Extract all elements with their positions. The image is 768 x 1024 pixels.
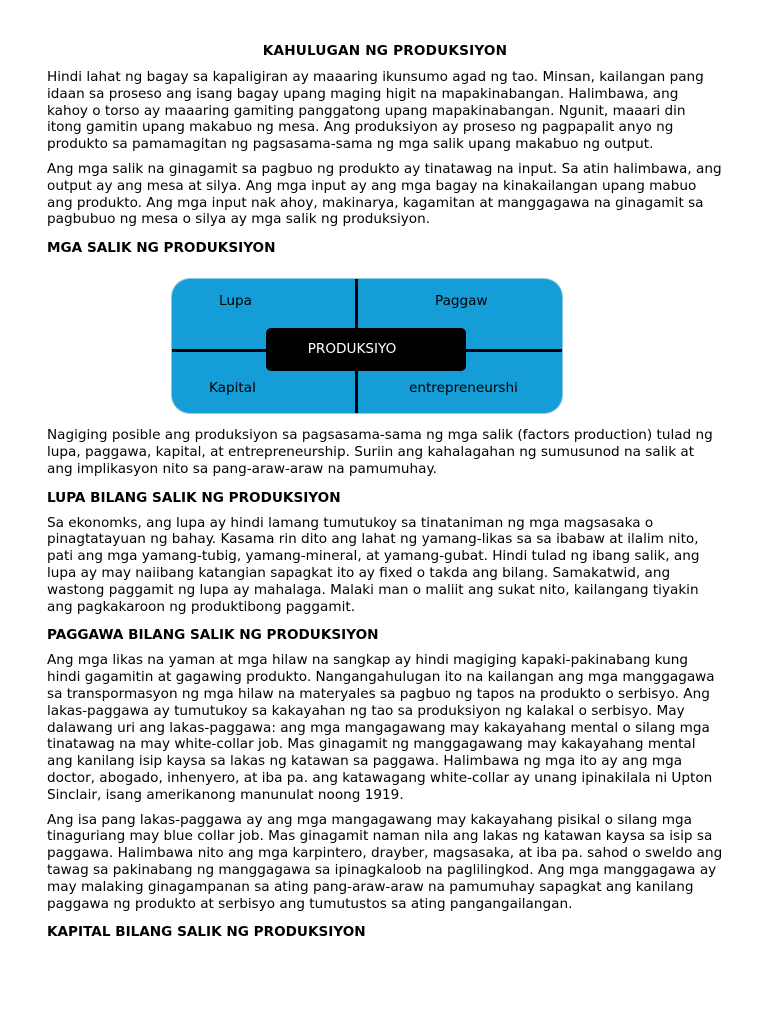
salik-heading: MGA SALIK NG PRODUKSIYON (47, 240, 276, 257)
document-title: KAHULUGAN NG PRODUKSIYON (262, 43, 508, 59)
diagram-label-lupa: Lupa (219, 293, 252, 310)
diagram-label-entrepreneurship: entrepreneurshi (409, 380, 518, 397)
paggawa-paragraph-1: Ang mga likas na yaman at mga hilaw na sangkap ay hindi magiging kapaki-pakinabang kung hindi gagamitin at gagawing produkto. Nangangahulugan ito na kailangan ang mga manggagawa sa transpormasyon ng mga hilaw na materyales sa pagbuo ng tapos na produkto o serbisyo. Ang lakas-paggawa ay tumutukoy sa kakayahan ng tao sa produksiyon ng kalakal o serbisyo. May dalawang uri ang lakas-paggawa: ang mga mangagawang may kakayahang mental o silang mga tinatawag na may white-collar job. Mas ginagamit ng manggagawang may kakayahang mental ang kanilang isip kaysa sa lakas ng katawan sa paggawa. Halimbawa ng mga ito ay ang mga doctor, abogado, inhenyero, at iba pa. ang katawagang white-collar ay unang ipinakilala ni Upton Sinclair, isang amerikanong manunulat noong 1919. (47, 652, 715, 803)
factors-diagram (172, 279, 562, 413)
after-diagram-paragraph: Nagiging posible ang produksiyon sa pagsasama-sama ng mga salik (factors production) tulad ng lupa, paggawa, kapital, at entrepreneurship. Suriin ang kahalagahan ng sumusunod na salik at ang implikasyon nito sa pang-araw-araw na pamumuhay. (47, 427, 713, 477)
lupa-paragraph: Sa ekonomks, ang lupa ay hindi lamang tumutukoy sa tinataniman ng mga magsasaka o pinagtatayuan ng bahay. Kasama rin dito ang lahat ng yamang-likas sa sa ibabaw at ilalim nito, pati ang mga yamang-tubig, yamang-mineral, at yamang-gubat. Hindi tulad ng ibang salik, ang lupa ay may naiibang katangian sapagkat ito ay fixed o takda ang bilang. Samakatwid, ang wastong paggamit ng lupa ay mahalaga. Malaki man o maliit ang sukat nito, kailangang tiyakin ang pagkakaroon ng produktibong paggamit. (47, 514, 700, 615)
paggawa-heading: PAGGAWA BILANG SALIK NG PRODUKSIYON (47, 627, 379, 644)
lupa-heading: LUPA BILANG SALIK NG PRODUKSIYON (47, 489, 341, 506)
diagram-label-paggawa: Paggaw (435, 293, 488, 310)
document-page (47, 42, 723, 941)
kapital-heading: KAPITAL BILANG SALIK NG PRODUKSIYON (47, 924, 366, 941)
paggawa-paragraph-2: Ang isa pang lakas-paggawa ay ang mga mangagawang may kakayahang pisikal o silang mga tinaguriang may blue collar job. Mas ginagamit naman nila ang lakas ng katawan kaysa sa isip sa paggawa. Halimbawa nito ang mga karpintero, drayber, magsasaka, at iba pa. sahod o sweldo ang tawag sa pakinabang ng manggagawa sa ipinagkaloob na paglilingkod. Ang mga manggagawa ay may malaking ginagampanan sa ating pang-araw-araw na pamumuhay sapagkat ang kanilang paggawa ng produkto at serbisyo ang tumutustos sa ating pangangailangan. (47, 811, 723, 912)
intro-paragraph-2: Ang mga salik na ginagamit sa pagbuo ng produkto ay tinatawag na input. Sa atin halimbawa, ang output ay ang mesa at silya. Ang mga input ay ang mga bagay na kinakailangan upang mabuo ang produkto. Ang mga input nak ahoy, makinarya, kagamitan at manggagawa na ginagamit sa pagbubuo ng mesa o silya ay mga salik ng produksiyon. (47, 160, 722, 228)
diagram-label-kapital: Kapital (209, 380, 256, 397)
diagram-center-label: PRODUKSIYO (307, 341, 397, 358)
intro-paragraph-1: Hindi lahat ng bagay sa kapaligiran ay maaaring ikunsumo agad ng tao. Minsan, kailangan pang idaan sa proseso ang isang bagay upang maging higit na mapakinabangan. Halimbawa, ang kahoy o torso ay maaaring gamiting panggatong upang mapakinabangan. Ngunit, maaari din itong gamitin upang makabuo ng mesa. Ang produksiyon ay proseso ng pagpapalit anyo ng produkto sa pamamagitan ng pagsasama-sama ng mga salik upang makabuo ng output. (47, 69, 704, 153)
diagram-center-produksiyon (266, 328, 466, 371)
